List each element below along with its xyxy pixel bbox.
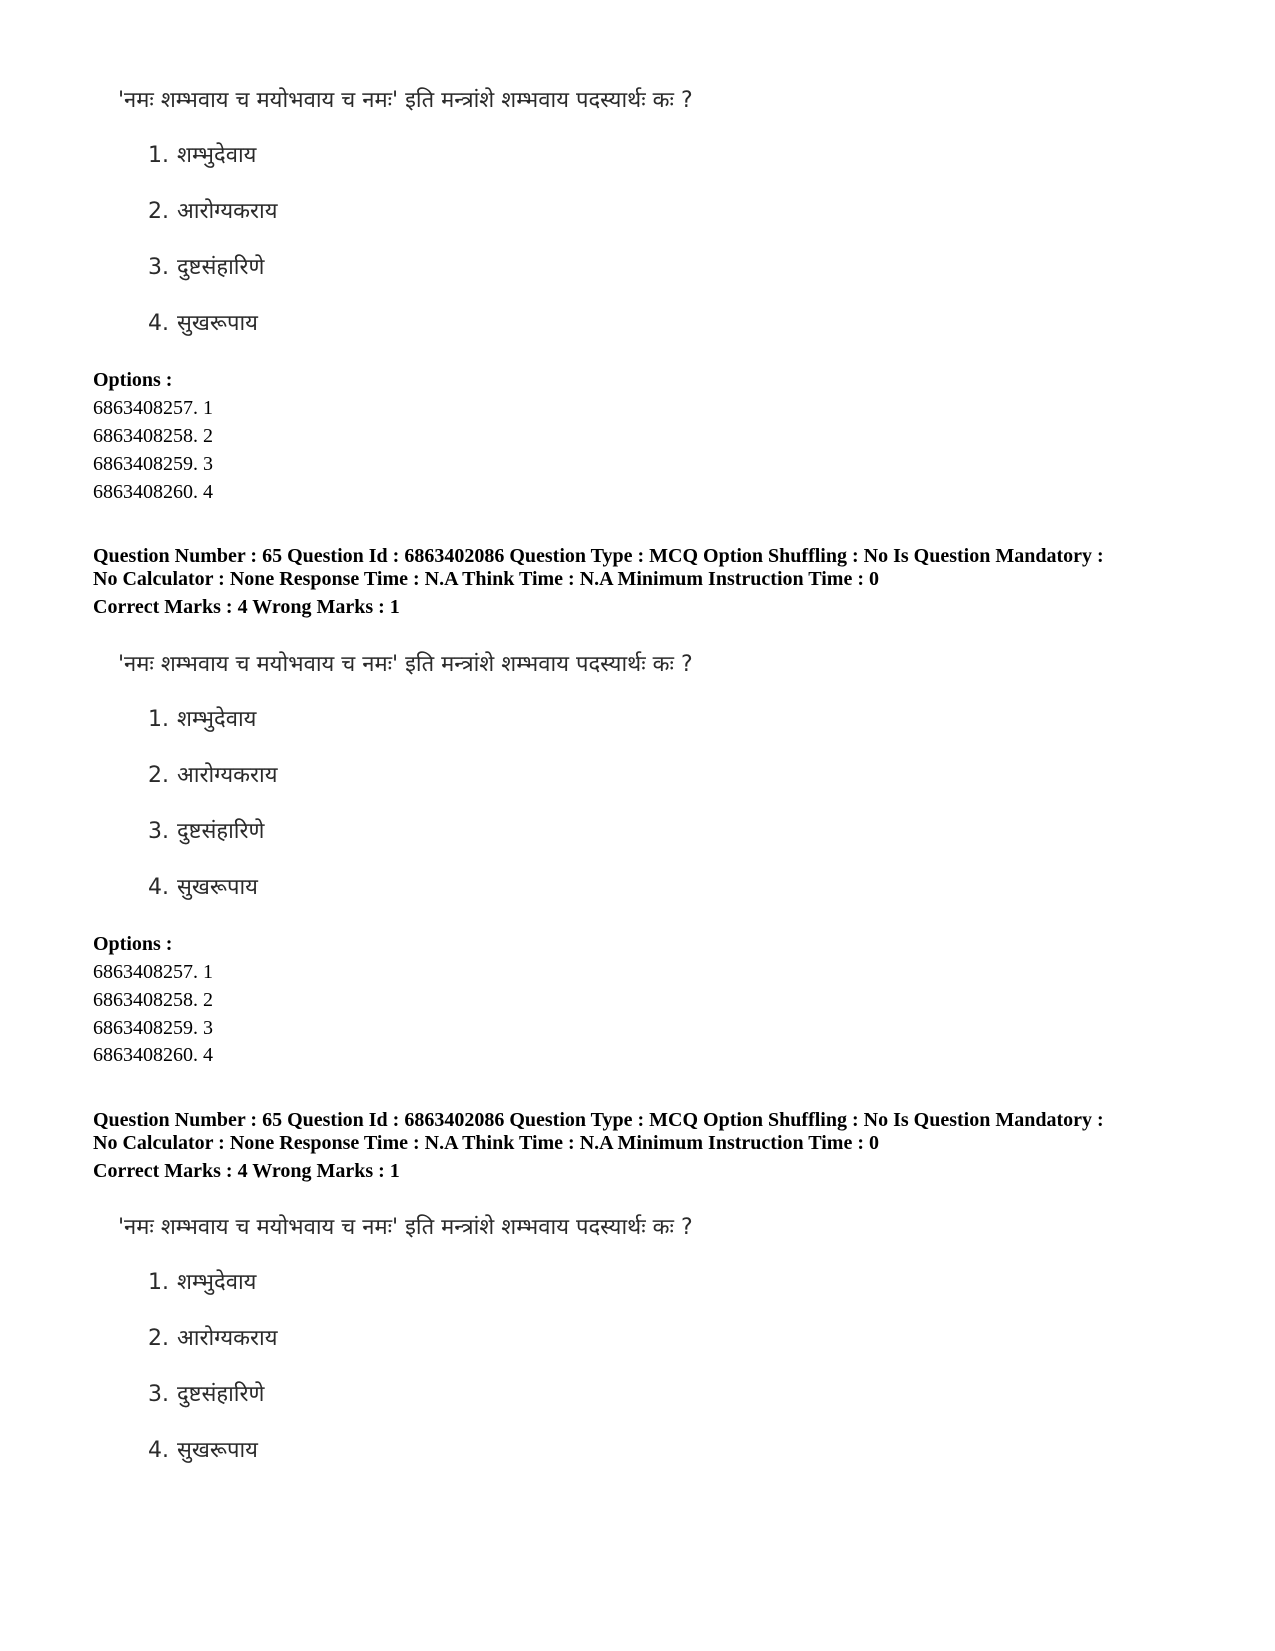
option-line: 6863408259. 3: [93, 1017, 213, 1039]
choice-item: [148, 141, 256, 171]
option-line: 6863408260. 4: [93, 1044, 213, 1066]
choice-item: [148, 1324, 277, 1354]
choice-item: [148, 705, 256, 735]
choice-text: दुष्टसंहारिणे: [177, 1382, 265, 1407]
choice-text: आरोग्यकराय: [177, 199, 278, 224]
question-header-line1: Question Number : 65 Question Id : 6863402086 Question Type : MCQ Option Shuffling : No Is Question Mandatory :: [93, 545, 1104, 567]
choice-text: सुखरूपाय: [177, 875, 258, 900]
choice-text: दुष्टसंहारिणे: [177, 819, 265, 844]
option-line: 6863408257. 1: [93, 397, 213, 419]
option-line: 6863408258. 2: [93, 989, 213, 1011]
choice-number: 2.: [148, 199, 169, 224]
question-stem: 'नमः शम्भवाय च मयोभवाय च नमः' इति मन्त्रांशे शम्भवाय पदस्यार्थः कः ?: [118, 88, 693, 113]
choice-number: 4.: [148, 1438, 169, 1463]
option-line: 6863408258. 2: [93, 425, 213, 447]
choice-item: [148, 1436, 258, 1466]
choice-number: 2.: [148, 1326, 169, 1351]
option-line: 6863408260. 4: [93, 481, 213, 503]
choice-item: [148, 1268, 256, 1298]
choice-text: सुखरूपाय: [177, 311, 258, 336]
choice-item: [148, 253, 264, 283]
choice-item: [148, 309, 258, 339]
option-line: 6863408257. 1: [93, 961, 213, 983]
marks-line: Correct Marks : 4 Wrong Marks : 1: [93, 596, 400, 618]
choice-text: शम्भुदेवाय: [177, 143, 257, 168]
choice-number: 3.: [148, 255, 169, 280]
choice-number: 1.: [148, 143, 169, 168]
choice-number: 1.: [148, 707, 169, 732]
choice-text: आरोग्यकराय: [177, 1326, 278, 1351]
question-stem: 'नमः शम्भवाय च मयोभवाय च नमः' इति मन्त्रांशे शम्भवाय पदस्यार्थः कः ?: [118, 1215, 693, 1240]
choice-number: 1.: [148, 1270, 169, 1295]
choice-text: दुष्टसंहारिणे: [177, 255, 265, 280]
question-header-line1: Question Number : 65 Question Id : 6863402086 Question Type : MCQ Option Shuffling : No Is Question Mandatory :: [93, 1109, 1104, 1131]
choice-item: [148, 817, 264, 847]
choice-text: सुखरूपाय: [177, 1438, 258, 1463]
option-line: 6863408259. 3: [93, 453, 213, 475]
question-header-line2: No Calculator : None Response Time : N.A Think Time : N.A Minimum Instruction Time : 0: [93, 568, 879, 590]
choice-item: [148, 1380, 264, 1410]
options-label: Options :: [93, 933, 173, 955]
options-label: Options :: [93, 369, 173, 391]
question-stem: 'नमः शम्भवाय च मयोभवाय च नमः' इति मन्त्रांशे शम्भवाय पदस्यार्थः कः ?: [118, 652, 693, 677]
choice-text: शम्भुदेवाय: [177, 707, 257, 732]
choice-text: शम्भुदेवाय: [177, 1270, 257, 1295]
question-header-line2: No Calculator : None Response Time : N.A Think Time : N.A Minimum Instruction Time : 0: [93, 1132, 879, 1154]
choice-item: [148, 197, 277, 227]
choice-number: 4.: [148, 311, 169, 336]
choice-number: 2.: [148, 763, 169, 788]
choice-number: 3.: [148, 1382, 169, 1407]
choice-number: 3.: [148, 819, 169, 844]
choice-item: [148, 761, 277, 791]
choice-item: [148, 873, 258, 903]
marks-line: Correct Marks : 4 Wrong Marks : 1: [93, 1160, 400, 1182]
choice-text: आरोग्यकराय: [177, 763, 278, 788]
choice-number: 4.: [148, 875, 169, 900]
